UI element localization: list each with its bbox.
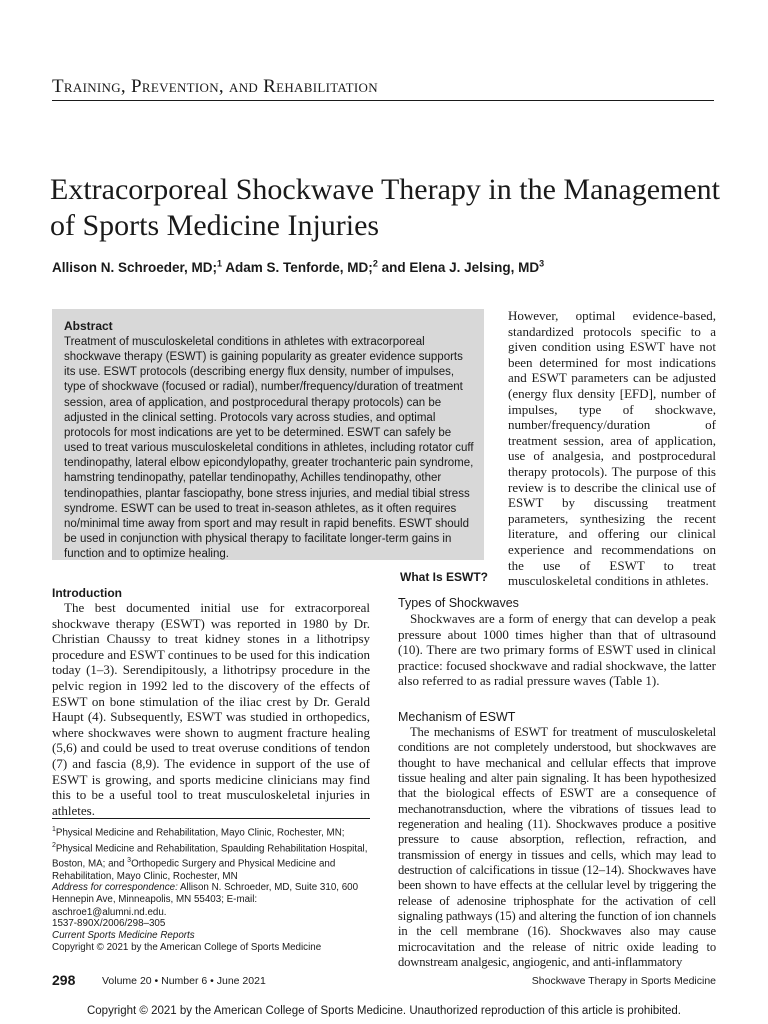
affiliation-1: $^1$Physical Medicine and Rehabilitation, Mayo Clinic, Rochester, MN;	[52, 826, 345, 839]
author-list	[52, 258, 732, 275]
footnote-rule	[52, 818, 370, 819]
mechanism-heading: Mechanism of ESWT	[398, 710, 516, 724]
author-3: and Elena J. Jelsing, $MD^3$	[381, 258, 545, 275]
mechanism-text	[398, 725, 716, 971]
introduction-text	[52, 600, 370, 818]
affiliations	[52, 824, 370, 883]
affiliation-2-3: $^2$Physical Medicine and Rehabilitation, Spaulding Rehabilitation Hospital, Boston, MA; and $^3$Orthopedic Surgery and Physical Medicine and Rehabilitation, Mayo Clinic, Rochester, MN	[52, 841, 368, 883]
author-1: Allison N. Schroeder, MD;$^1$	[52, 258, 223, 275]
what-is-eswt-heading: What Is ESWT?	[400, 570, 488, 584]
author-2: Adam S. Tenforde, MD;$^2$	[225, 258, 378, 275]
intro-continuation-text: However, optimal evidence-based, standardized protocols specific to a given condition using ESWT have not been determined for most indications and ESWT parameters can be adjusted (energy flux density [EFD], number of impulses, type of shockwave, number/frequency/duration of treatment session, area of application, use of analgesia, and postprocedural therapy protocols). The purpose of this review is to describe the clinical use of ESWT by discussing treatment parameters, synthesizing the recent literature, and offering our clinical experience and recommendations on the use of ESWT to treat musculoskeletal conditions in athletes.	[508, 308, 716, 589]
header-rule	[52, 100, 714, 101]
copyright-notice: Copyright © 2021 by the American College of Sports Medicine. Unauthorized reproduction of this article is prohibited.	[86, 1005, 681, 1017]
correspondence: Address for correspondence: Allison N. Schroeder, MD, Suite 310, 600 Hennepin Ave, Minneapolis, MN 55403; E-mail: aschroe1@alumni.nd.edu.	[52, 882, 359, 918]
page-number: 298	[52, 972, 76, 988]
abstract-heading: Abstract	[64, 319, 113, 333]
types-paragraph: Shockwaves are a form of energy that can develop a peak pressure about 1000 times higher than that of ultrasound (10). There are two primary forms of ESWT used in clinical practice: focused shockwave and radial shockwave, the latter also referred to as radial pressure waves (Table 1).	[398, 611, 716, 689]
types-heading: Types of Shockwaves	[398, 596, 519, 610]
introduction-heading: Introduction	[52, 586, 122, 600]
journal-copyright: Copyright © 2021 by the American College of Sports Medicine	[52, 941, 322, 953]
journal-name: Current Sports Medicine Reports	[52, 929, 195, 941]
article-title: Extracorporeal Shockwave Therapy in the Management of Sports Medicine Injuries	[50, 173, 721, 242]
volume-info: Volume 20 • Number 6 • June 2021	[102, 975, 266, 987]
section-label: Training, Prevention, and Rehabilitation	[52, 76, 378, 97]
issn: 1537-890X/2006/298–305	[52, 918, 166, 929]
running-title: Shockwave Therapy in Sports Medicine	[531, 975, 716, 987]
introduction-paragraph: The best documented initial use for extracorporeal shockwave therapy (ESWT) was reported in 1980 by Dr. Christian Chaussy to treat kidney stones in a lithotripsy procedure and ESWT continues to be used for this indication today (1–3). Serendipitously, a lithotripsy procedure in the pelvic region in 1992 led to the discovery of the effects of ESWT on bone stimulation of the iliac crest by Dr. Gerald Haupt (4). Subsequently, ESWT was studied in orthopedics, where shockwaves were shown to augment fracture healing (5,6) and could be used to treat overuse conditions of tendon (7) and fascia (8,9). The evidence in support of the use of ESWT is growing, and sports medicine clinicians may find this to be a useful tool to treat musculoskeletal injuries in athletes.	[52, 600, 370, 818]
types-text	[398, 611, 716, 689]
abstract-text: Treatment of musculoskeletal conditions in athletes with extracorporeal shockwave therapy (ESWT) is gaining popularity as greater evidence supports its use. ESWT protocols (describing energy flux density, number of impulses, type of shockwave (focused or radial), number/frequency/duration of treatment session, area of application, and postprocedural therapy protocols) can be adjusted in the clinical setting. Protocols vary across studies, and optimal protocols for most indications are yet to be determined. ESWT can safely be used to treat various musculoskeletal conditions in athletes, including rotator cuff tendinopathy, lateral elbow epicondylopathy, greater trochanteric pain syndrome, hamstring tendinopathy, patellar tendinopathy, Achilles tendinopathy, other tendinopathies, plantar fasciopathy, bone stress injuries, and medial tibial stress syndrome. ESWT can be used to treat in-season athletes, as it often requires no/minimal time away from sport and may result in rapid benefits. ESWT should be used in conjunction with physical therapy to facilitate longer-term gains in function and to optimize healing.	[64, 336, 474, 561]
publication-info	[52, 918, 370, 953]
mechanism-paragraph: The mechanisms of ESWT for treatment of musculoskeletal conditions are not completely understood, but shockwaves are thought to have mechanical and cellular effects that improve tissue healing and alter pain signaling. It has been hypothesized that the biological effects of ESWT are a consequence of mechanotransduction, where the vibrations of tissues lead to regeneration and healing (11). Shockwaves produce a positive pressure to cause absorption, reflection, refraction, and transmission of energy in tissues and cells, which may lead to destruction of calcifications in tissue (12–14). Shockwaves have been shown to have effects at the cellular level by triggering the release of adenosine triphosphate for the activation of cell signaling pathways (15) and altering the function of ion channels in the cell membrane (16). Shockwaves also may cause microcavitation and the release of nitric oxide leading to downstream analgesic, angiogenic, and anti-inflammatory	[398, 725, 716, 970]
